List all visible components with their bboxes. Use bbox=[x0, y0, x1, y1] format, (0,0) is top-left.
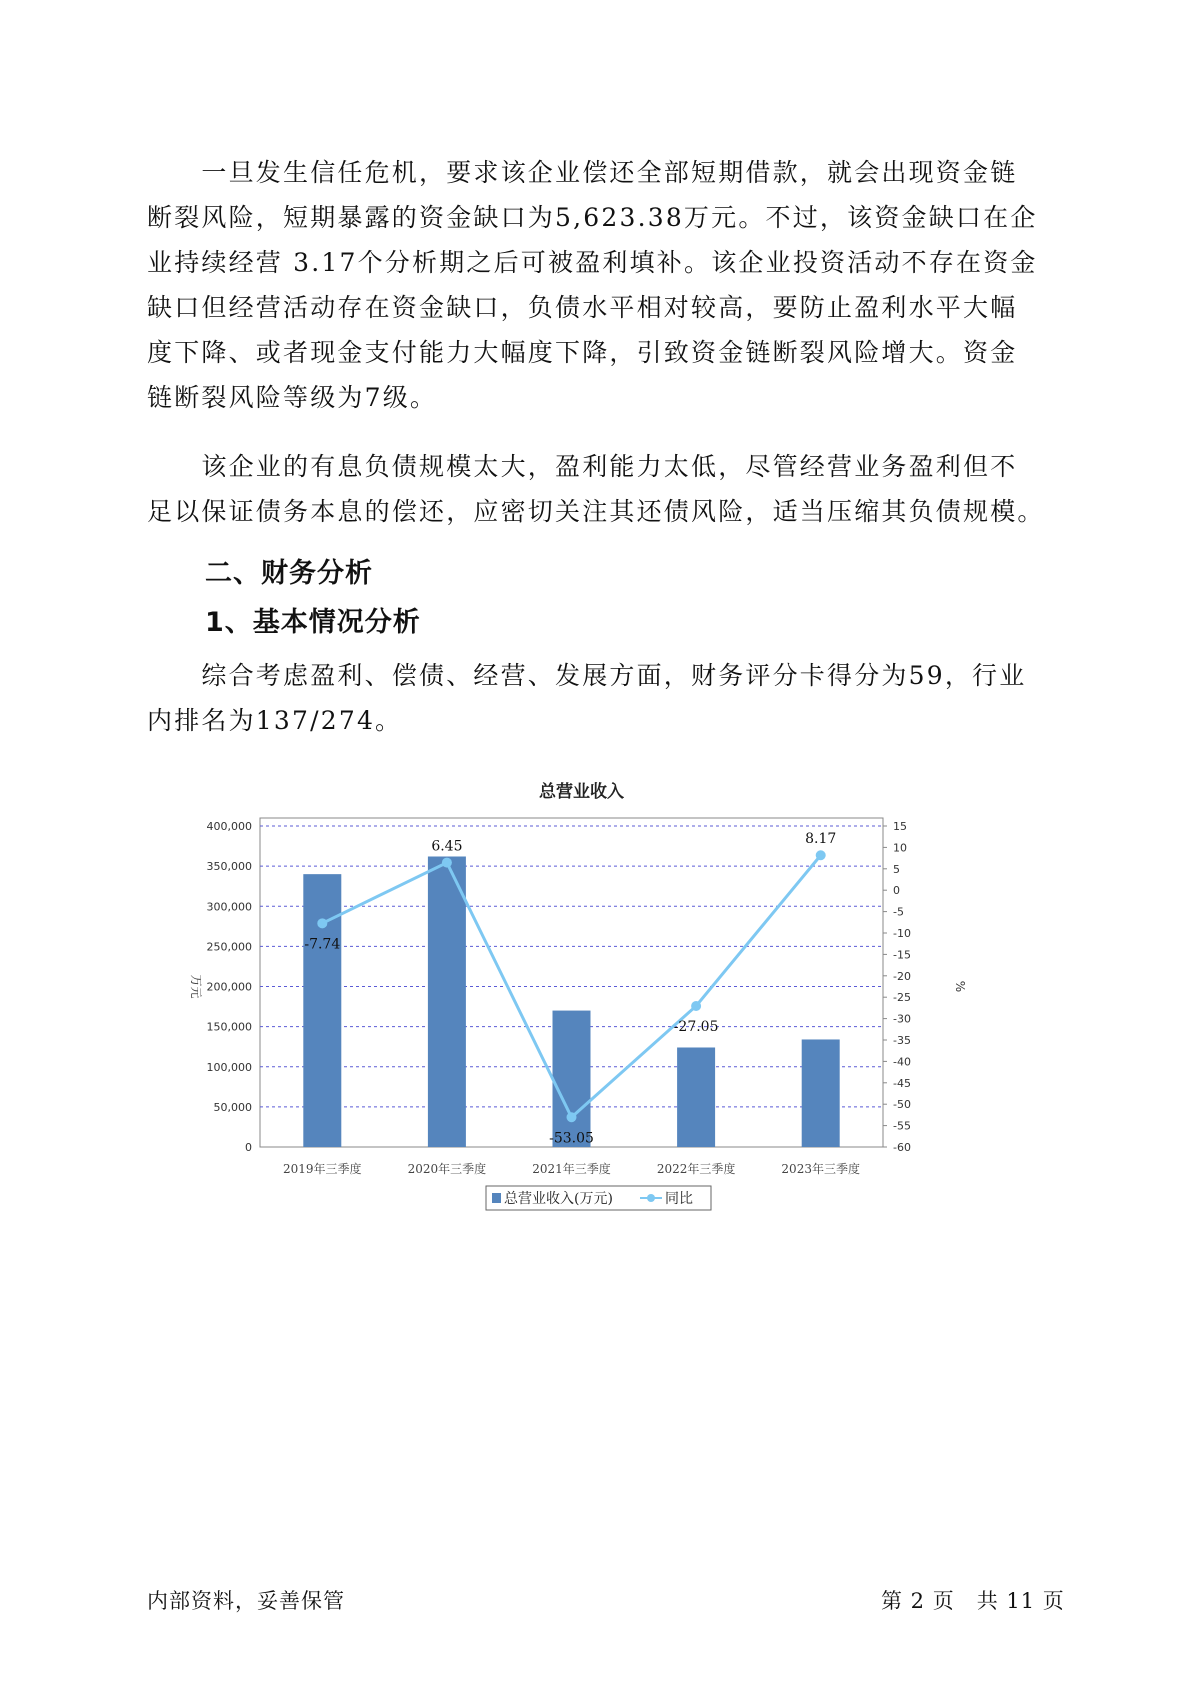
y-left-tick-label: 300,000 bbox=[206, 900, 252, 914]
text-line: 断裂风险，短期暴露的资金缺口为5,623.38万元。不过，该资金缺口在企 bbox=[147, 203, 1038, 232]
y-left-axis-label: 万元 bbox=[189, 974, 203, 999]
yoy-data-label: -7.74 bbox=[304, 936, 341, 953]
yoy-data-label: 8.17 bbox=[805, 831, 837, 848]
x-tick-label: 2022年三季度 bbox=[656, 1162, 736, 1176]
yoy-point bbox=[816, 850, 826, 860]
y-right-tick-label: -60 bbox=[893, 1141, 911, 1154]
section-heading: 二、财务分析 bbox=[205, 558, 373, 589]
y-left-tick-label: 350,000 bbox=[206, 860, 252, 874]
y-left-tick-label: 100,000 bbox=[206, 1060, 252, 1074]
revenue-chart-svg bbox=[180, 770, 1040, 1230]
y-right-tick-label: -45 bbox=[893, 1076, 911, 1090]
y-left-tick-label: 50,000 bbox=[213, 1100, 252, 1114]
y-left-tick-label: 200,000 bbox=[206, 980, 252, 994]
revenue-bar bbox=[553, 1011, 591, 1147]
yoy-data-label: -53.05 bbox=[549, 1130, 594, 1147]
y-right-tick-label: -40 bbox=[893, 1055, 911, 1069]
text-line: 度下降、或者现金支付能力大幅度下降，引致资金链断裂风险增大。资金 bbox=[147, 338, 1018, 367]
yoy-data-label: 6.45 bbox=[431, 838, 463, 855]
y-left-tick-label: 0 bbox=[245, 1141, 252, 1154]
y-left-tick-label: 400,000 bbox=[206, 820, 252, 833]
yoy-data-label: -27.05 bbox=[673, 1018, 719, 1035]
x-tick-label: 2021年三季度 bbox=[532, 1162, 611, 1176]
yoy-point bbox=[567, 1112, 577, 1122]
y-left-tick-label: 250,000 bbox=[206, 940, 252, 954]
text-line: 综合考虑盈利、偿债、经营、发展方面，财务评分卡得分为59，行业 bbox=[147, 661, 1027, 690]
footer-confidential: 内部资料，妥善保管 bbox=[147, 1589, 345, 1613]
legend-line-label: 同比 bbox=[665, 1191, 693, 1207]
x-tick-label: 2019年三季度 bbox=[283, 1162, 362, 1176]
revenue-bar bbox=[428, 856, 466, 1147]
y-right-tick-label: 5 bbox=[893, 862, 900, 876]
paragraph-funding-gap bbox=[147, 150, 1057, 420]
yoy-point bbox=[317, 918, 327, 928]
yoy-point bbox=[691, 1001, 701, 1011]
y-right-tick-label: -5 bbox=[893, 905, 904, 919]
chart-title: 总营业收入 bbox=[539, 782, 624, 802]
y-right-tick-label: -20 bbox=[893, 969, 911, 983]
paragraph-score bbox=[147, 653, 1057, 743]
y-right-tick-label: -55 bbox=[893, 1119, 911, 1133]
y-right-tick-label: -35 bbox=[893, 1034, 911, 1047]
y-right-tick-label: 15 bbox=[893, 820, 907, 833]
y-right-tick-label: -25 bbox=[893, 991, 911, 1005]
text-line: 缺口但经营活动存在资金缺口，负债水平相对较高，要防止盈利水平大幅 bbox=[147, 293, 1018, 322]
text-line: 该企业的有息负债规模太大，盈利能力太低，尽管经营业务盈利但不 bbox=[147, 452, 1018, 481]
footer-page-number: 第 2 页 共 11 页 bbox=[881, 1589, 1065, 1613]
text-line: 内排名为137/274。 bbox=[147, 706, 403, 735]
y-right-tick-label: -50 bbox=[893, 1098, 911, 1112]
x-tick-label: 2020年三季度 bbox=[407, 1162, 487, 1176]
revenue-bar bbox=[677, 1047, 715, 1147]
text-line: 链断裂风险等级为7级。 bbox=[147, 383, 438, 412]
yoy-point bbox=[442, 858, 452, 868]
y-right-axis-label: % bbox=[953, 980, 967, 993]
y-right-tick-label: 10 bbox=[893, 841, 907, 855]
legend-bar-label: 总营业收入(万元) bbox=[504, 1191, 613, 1207]
revenue-bar bbox=[802, 1039, 840, 1147]
legend-line-marker bbox=[647, 1194, 655, 1202]
paragraph-debt-risk bbox=[147, 444, 1057, 534]
y-right-tick-label: -15 bbox=[893, 948, 911, 962]
y-left-tick-label: 150,000 bbox=[206, 1020, 252, 1034]
legend-bar-swatch bbox=[492, 1193, 501, 1203]
x-tick-label: 2023年三季度 bbox=[781, 1162, 860, 1176]
text-line: 业持续经营 3.17个分析期之后可被盈利填补。该企业投资活动不存在资金 bbox=[147, 248, 1038, 277]
text-line: 足以保证债务本息的偿还，应密切关注其还债风险，适当压缩其负债规模。 bbox=[147, 497, 1045, 526]
subsection-heading: 1、基本情况分析 bbox=[205, 607, 421, 638]
revenue-chart bbox=[180, 770, 1040, 1230]
y-right-tick-label: -30 bbox=[893, 1012, 911, 1026]
y-right-tick-label: -10 bbox=[893, 927, 911, 940]
y-right-tick-label: 0 bbox=[893, 884, 900, 898]
revenue-bar bbox=[303, 874, 341, 1147]
text-line: 一旦发生信任危机，要求该企业偿还全部短期借款，就会出现资金链 bbox=[147, 158, 1018, 187]
